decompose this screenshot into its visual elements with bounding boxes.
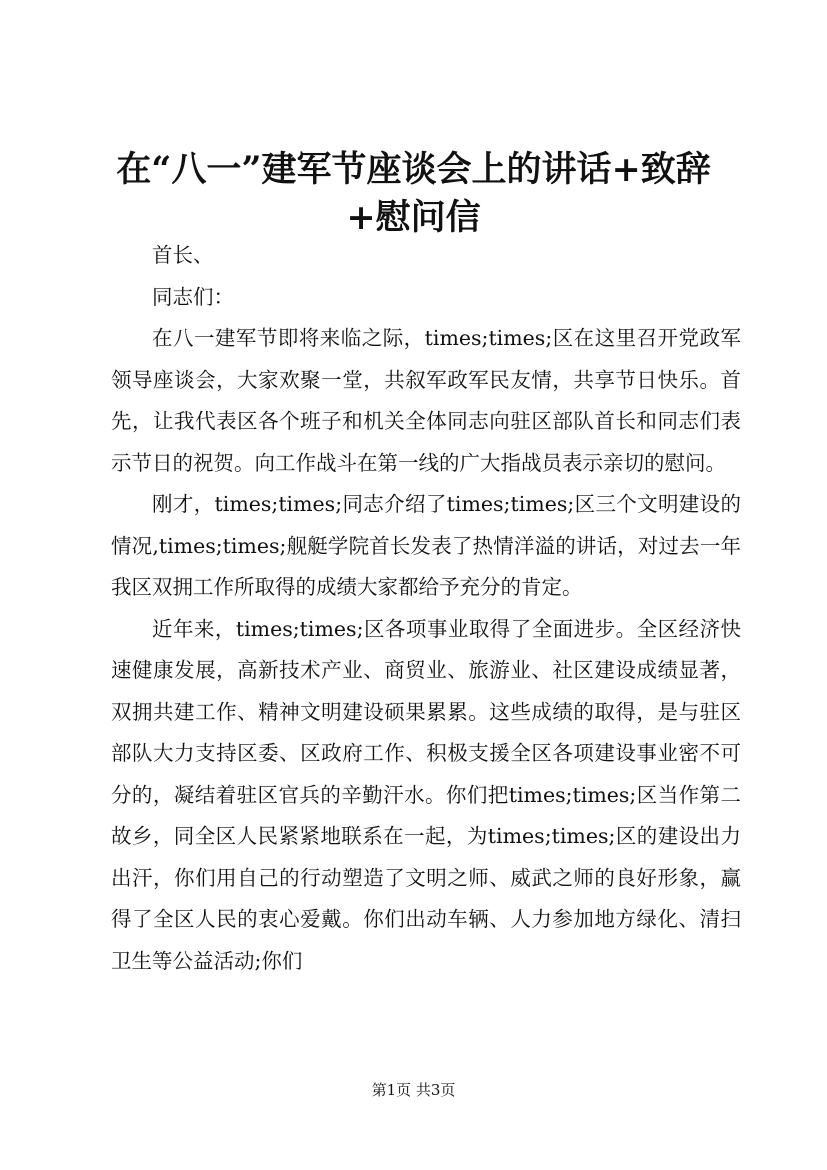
body-paragraph-1: 在八一建军节即将来临之际，times;times;区在这里召开党政军领导座谈会，大家欢聚一堂，共叙军政军民友情，共享节日快乐。首先，让我代表区各个班子和机关全体同志向驻区部队首长和同志们表示节日的祝贺。向工作战斗在第一线的广大指战员表示亲切的慰问。 <box>111 326 741 475</box>
body-paragraph-3: 近年来，times;times;区各项事业取得了全面进步。全区经济快速健康发展，高新技术产业、商贸业、旅游业、社区建设成绩显著，双拥共建工作、精神文明建设硕果累累。这些成绩的取得，是与驻区部队大力支持区委、区政府工作、积极支援全区各项建设事业密不可分的，凝结着驻区官兵的辛勤汗水。你们把times;times;区当作第二故乡，同全区人民紧紧地联系在一起，为times;times;区的建设出力出汗，你们用自己的行动塑造了文明之师、威武之师的良好形象，赢得了全区人民的衷心爱戴。你们出动车辆、人力参加地方绿化、清扫卫生等公益活动;你们 <box>111 616 741 973</box>
salutation-comrades: 同志们： <box>152 284 234 309</box>
document-body <box>111 235 741 982</box>
page-number-footer: 第1页 共3页 <box>371 1081 456 1099</box>
body-paragraph-2: 刚才，times;times;同志介绍了times;times;区三个文明建设的情况,times;times;舰艇学院首长发表了热情洋溢的讲话，对过去一年我区双拥工作所取得的成绩大家都给予充分的肯定。 <box>111 492 741 599</box>
document-title: 在“八一”建军节座谈会上的讲话+致辞+慰问信 <box>116 149 711 238</box>
salutation-leaders: 首长、 <box>152 243 214 267</box>
